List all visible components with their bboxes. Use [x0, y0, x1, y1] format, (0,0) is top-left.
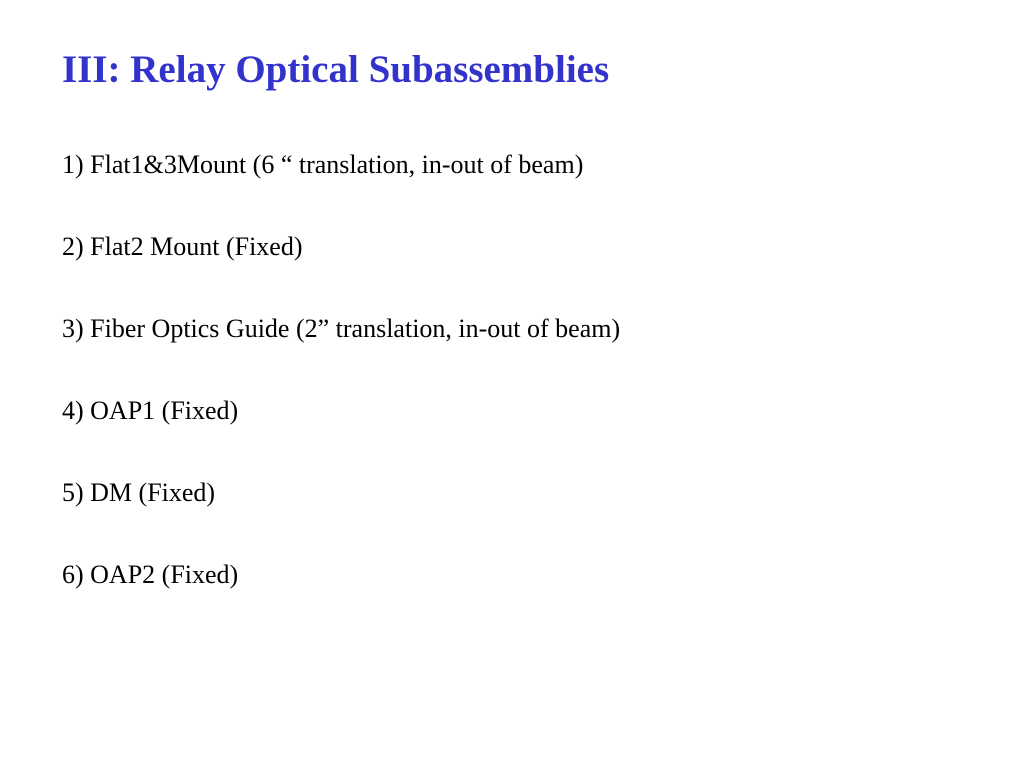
- list-item: 6) OAP2 (Fixed): [62, 560, 239, 589]
- list-item: 4) OAP1 (Fixed): [62, 396, 239, 425]
- list-item: 1) Flat1&3Mount (6 “ translation, in-out of beam): [62, 150, 584, 179]
- list-item: 2) Flat2 Mount (Fixed): [62, 232, 303, 261]
- slide-title: III: Relay Optical Subassemblies: [62, 48, 610, 91]
- list-item: 3) Fiber Optics Guide (2” translation, in-out of beam): [62, 314, 621, 343]
- subassembly-list: [62, 147, 620, 639]
- list-item: 5) DM (Fixed): [62, 478, 216, 507]
